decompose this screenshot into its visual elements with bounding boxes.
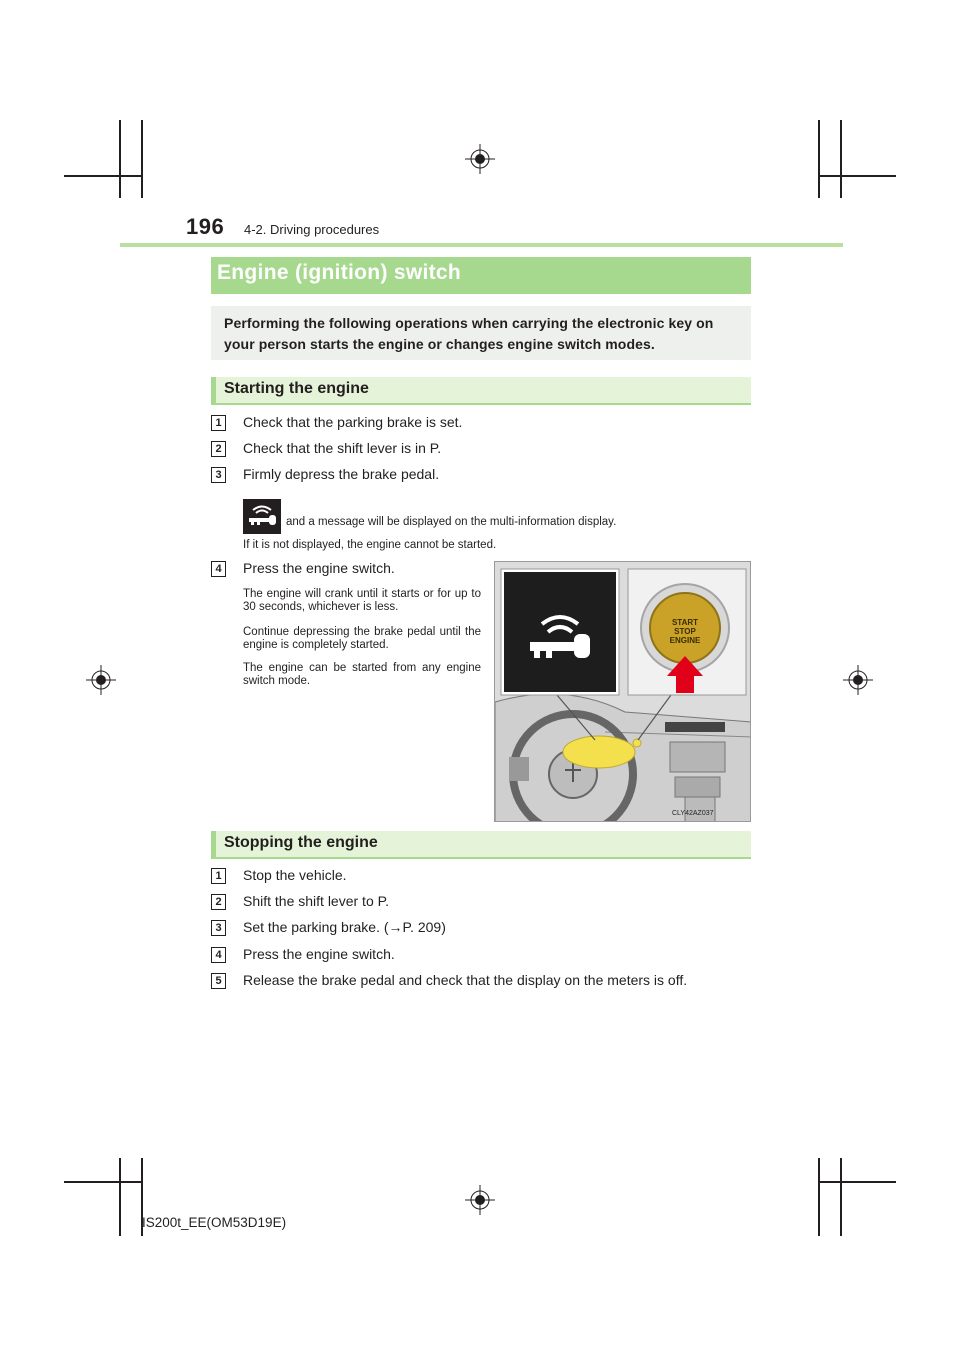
document-code: IS200t_EE(OM53D19E) (142, 1215, 287, 1230)
intro-box (211, 306, 751, 360)
step-note: The engine can be started from any engine switch mode. (243, 662, 481, 687)
step-number: 5 (211, 973, 226, 989)
step-number: 4 (211, 947, 226, 963)
step-number: 3 (211, 920, 226, 936)
page-number: 196 (186, 214, 225, 239)
step-text: Stop the vehicle. (243, 867, 347, 883)
section-heading-stopping (211, 831, 751, 859)
chapter-title: 4-2. Driving procedures (244, 222, 380, 237)
step-number: 2 (211, 894, 226, 910)
step-number: 2 (211, 441, 226, 457)
step-text: Release the brake pedal and check that the display on the meters is off. (243, 972, 688, 988)
engine-switch-illustration (494, 561, 751, 822)
registration-mark-icon (86, 665, 116, 695)
step-note: Continue depressing the brake pedal until the engine is completely started. (243, 626, 481, 651)
section-heading-label: Stopping the engine (224, 834, 378, 851)
key-indicator-icon (243, 499, 281, 534)
crop-mark (64, 1181, 142, 1183)
button-label: START (671, 618, 699, 627)
step-text: Firmly depress the brake pedal. (243, 466, 440, 482)
button-label: ENGINE (669, 636, 701, 645)
step-number: 1 (211, 415, 226, 431)
crop-mark (119, 1158, 121, 1236)
step-number: 4 (211, 561, 226, 577)
header-rule (120, 243, 843, 247)
step-text: Press the engine switch. (243, 560, 395, 576)
crop-mark (840, 120, 842, 198)
step-text: Check that the parking brake is set. (243, 414, 463, 430)
section-heading-starting (211, 377, 751, 405)
intro-text: Performing the following operations when carrying the electronic key on your person starts the engine or changes engine switch modes. (224, 315, 714, 352)
step-text: Shift the shift lever to P. (243, 893, 390, 909)
step-number: 1 (211, 868, 226, 884)
not-displayed-note: If it is not displayed, the engine cannot be started. (243, 539, 497, 551)
illustration-code: CLY42AZ037 (672, 810, 714, 817)
step-note: The engine will crank until it starts or for up to 30 seconds, whichever is less. (243, 588, 481, 613)
page-title-bar (211, 257, 751, 294)
section-heading-label: Starting the engine (224, 380, 369, 397)
crop-mark (119, 120, 121, 198)
step-text: Set the parking brake. (→P. 209) (243, 919, 446, 935)
registration-mark-icon (465, 144, 495, 174)
crop-mark (818, 175, 896, 177)
crop-mark (840, 1158, 842, 1236)
dashboard-illustration (495, 562, 751, 822)
crop-mark (818, 1181, 896, 1183)
crop-mark (141, 120, 143, 198)
page-title: Engine (ignition) switch (217, 261, 462, 284)
registration-mark-icon (465, 1185, 495, 1215)
step-text: Press the engine switch. (243, 946, 395, 962)
crop-mark (818, 1158, 820, 1236)
crop-mark (818, 120, 820, 198)
registration-mark-icon (843, 665, 873, 695)
step-number: 3 (211, 467, 226, 483)
step-text: Check that the shift lever is in P. (243, 440, 442, 456)
crop-mark (64, 175, 142, 177)
button-label: STOP (674, 627, 696, 636)
indicator-note: and a message will be displayed on the multi-information display. (286, 516, 617, 528)
